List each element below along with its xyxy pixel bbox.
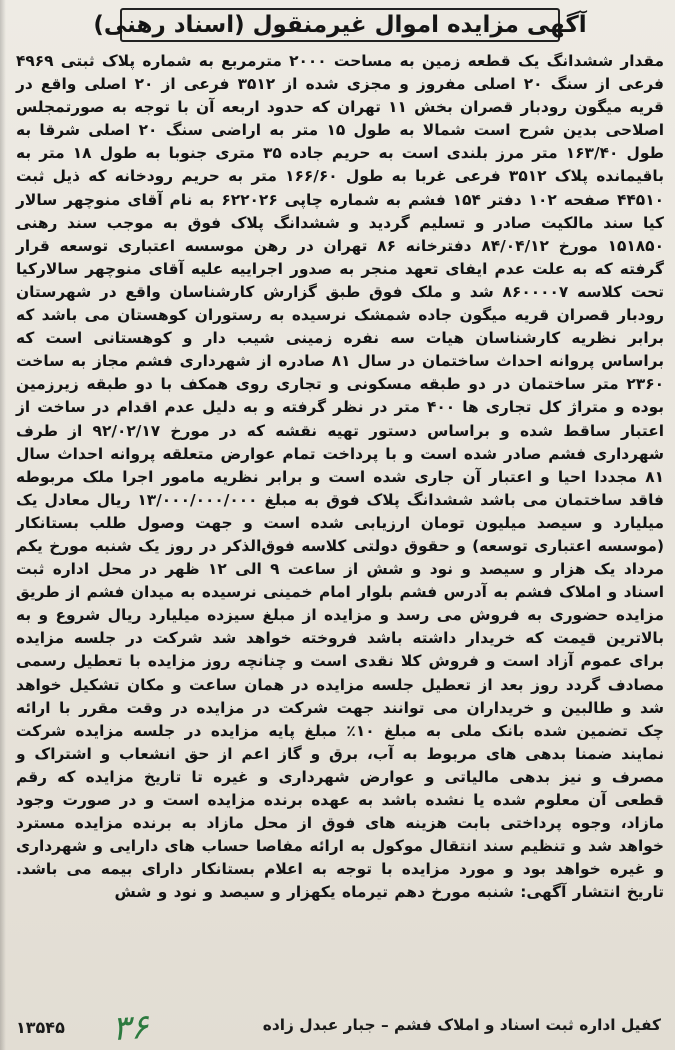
ad-reference-number: ۱۳۵۴۵ [16, 1018, 65, 1037]
ad-title-box [93, 8, 587, 42]
page-edge-shadow [0, 0, 6, 1050]
ad-title: آگهی مزایده اموال غیرمنقول (اسناد رهنی) [93, 12, 587, 38]
ad-body-text: مقدار ششدانگ یک قطعه زمین به مساحت ۲۰۰۰ مترمربع به شماره پلاک ثبتی ۴۹۶۹ فرعی از سنگ ۲۰ اصلی مفروز و مجزی شده از ۳۵۱۲ فرعی از ۲۰ اصلی واقع در قریه میگون رودبار قصران بخش ۱۱ تهران که حدود اربعه آن با توجه به صورتمجلس اصلاحی بدین شرح است شمالا به طول ۱۵ متر به اراضی سنگ ۲۰ اصلی شرقا به طول ۱۶۳/۴۰ متر مرز بلندی است به حریم جاده ۳۵ متری جنوبا به طول ۱۸ متر به باقیمانده پلاک ۳۵۱۲ فرعی غربا به طول ۱۶۶/۶۰ متر به حریم رودخانه که ذیل ثبت ۴۴۵۱۰ صفحه ۱۰۲ دفتر ۱۵۴ فشم به شماره چاپی ۶۲۲۰۲۶ به نام آقای منوچهر سالار کیا سند مالکیت صادر و تسلیم گردید و ششدانگ پلاک فوق به موجب سند رهنی ۱۵۱۸۵۰ مورخ ۸۴/۰۴/۱۲ دفترخانه ۸۶ تهران در رهن موسسه اعتباری توسعه قرار گرفته که به علت عدم ایفای تعهد منجر به صدور اجراییه علیه آقای منوچهر سالارکیا تحت کلاسه ۸۶۰۰۰۰۷ شد و ملک فوق طبق گزارش کارشناسان واقع در شهرستان رودبار قصران قریه میگون جاده شمشک نرسیده به رستوران کوهستان می باشد که برابر نظریه کارشناسان هیات سه نفره زمینی شیب دار و کوهستانی است که براساس پروانه احداث ساختمان در سال ۸۱ صادره از شهرداری فشم مجاز به ساخت ۲۳۶۰ متر ساختمان در دو طبقه مسکونی و تجاری روی همکف با دو طبقه زیرزمین بوده و متراژ کل تجاری ها ۴۰۰ متر در نظر گرفته و به دلیل عدم اقدام در ساخت از اعتبار ساقط شده و براساس دستور تهیه نقشه که در مورخ ۹۲/۰۲/۱۷ از طرف شهرداری فشم صادر شده است و با پرداخت تمام عوارض متعلقه پروانه احداث سال ۸۱ مجددا احیا و اعتبار آن جاری شده است و برابر نظریه مامور اجرا ملک مربوطه فاقد ساختمان می باشد ششدانگ پلاک فوق به مبلغ ۱۳/۰۰۰/۰۰۰/۰۰۰ ریال معادل یک میلیارد و سیصد میلیون تومان ارزیابی شده است و جهت وصول طلب بستانکار (موسسه اعتباری توسعه) و حقوق دولتی کلاسه فوق‌الذکر در روز یک شنبه مورخ یکم مرداد یک هزار و سیصد و نود و شش از ساعت ۹ الی ۱۲ ظهر در محل اداره ثبت اسناد و املاک فشم به آدرس فشم بلوار امام خمینی نرسیده به میدان فشم از طریق مزایده حضوری به فروش می رسد و مزایده از مبلغ سیزده میلیارد ریال شروع و به بالاترین قیمت که خریدار داشته باشد فروخته خواهد شد شرکت در جلسه مزایده برای عموم آزاد است و فروش کلا نقدی است و چنانچه روز مزایده با تعطیل رسمی مصادف گردد روز بعد از تعطیل جلسه مزایده در همان ساعت و مکان تشکیل خواهد شد و طالبین و خریداران می توانند جهت شرکت در مزایده در وقت مقرر با ارائه چک تضمین شده بانک ملی به مبلغ ۱۰٪ مبلغ پایه مزایده در جلسه مزایده شرکت نمایند ضمنا بدهی های مربوط به آب، برق و گاز اعم از حق انشعاب و اشتراک و مصرف و نیز بدهی مالیاتی و عوارض شهرداری و غیره تا تاریخ مزایده که رقم قطعی آن معلوم شده یا نشده باشد به عهده برنده مزایده است و در صورت وجود مازاد، وجوه پرداختی بابت هزینه های فوق از محل مازاد به برنده مزایده مسترد خواهد شد و تنظیم سند انتقال موکول به ارائه مفاصا حساب های دارایی و شهرداری و غیره خواهد بود و مورد مزایده با توجه به اعلام بستانکار دارای بیمه می باشد. تاریخ انتشار آگهی: شنبه مورخ دهم تیرماه یکهزار و سیصد و نود و شش [16, 52, 665, 902]
ad-signature: کفیل اداره ثبت اسناد و املاک فشم – جبار عبدل زاده [262, 1016, 661, 1034]
handwritten-page-mark: ۳۶ [110, 1006, 150, 1050]
